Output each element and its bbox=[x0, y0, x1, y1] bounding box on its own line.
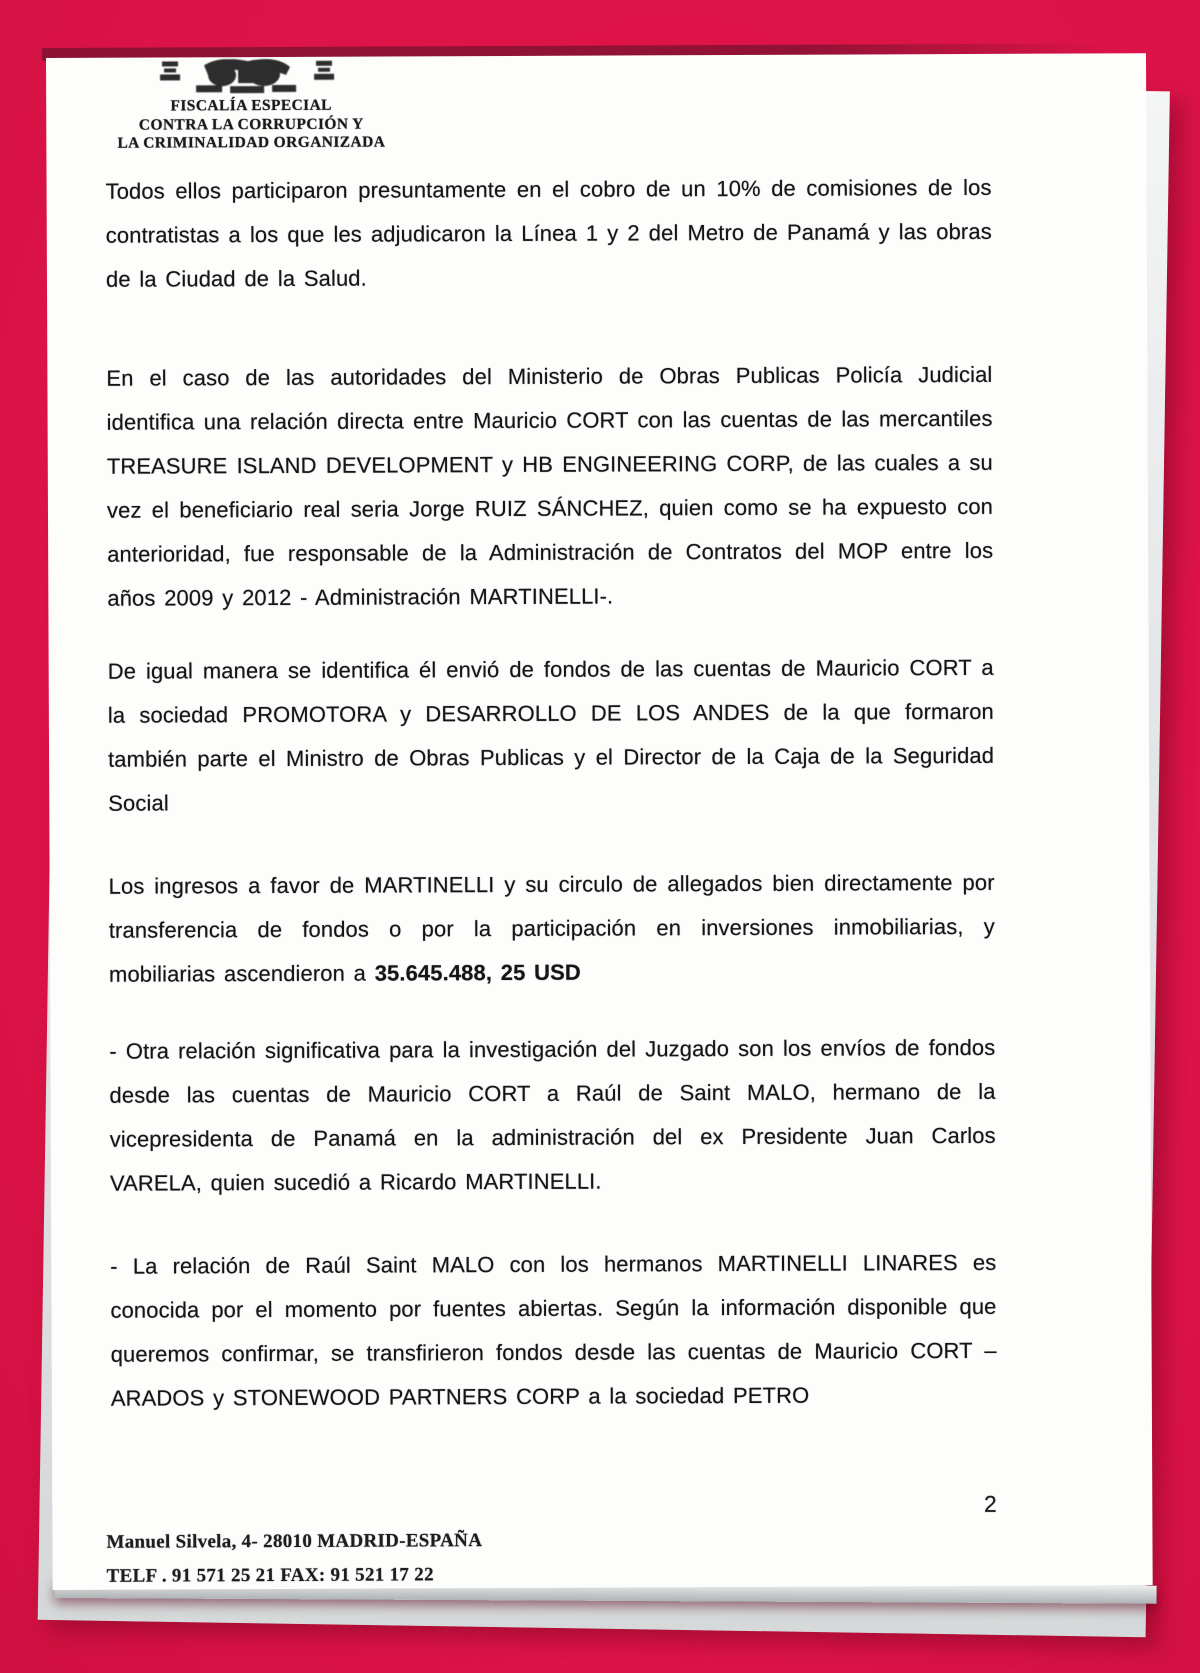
letterhead-line-3: LA CRIMINALIDAD ORGANIZADA bbox=[117, 133, 386, 152]
letterhead bbox=[106, 96, 396, 153]
page-number: 2 bbox=[983, 1490, 997, 1517]
document-page-wrapper bbox=[46, 53, 1153, 1590]
paragraph-martinelli-linares: - La relación de Raúl Saint MALO con los hermanos MARTINELLI LINARES es conocida por el momento por fuentes abiertas. Según la información disponible que queremos confirmar, se transfirieron fondos desde las cuentas de Mauricio CORT – ARADOS y STONEWOOD PARTNERS CORP a la sociedad PETRO bbox=[110, 1249, 997, 1411]
paragraph-comisiones: Todos ellos participaron presuntamente en el cobro de un 10% de comisiones de los contratistas a los que les adjudicaron la Línea 1 y 2 del Metro de Panamá y las obras de la Ciudad de la Salud. bbox=[105, 174, 992, 292]
footer-address: Manuel Silvela, 4- 28010 MADRID-ESPAÑA bbox=[106, 1530, 483, 1553]
footer bbox=[106, 1527, 806, 1590]
paragraph-mop-cuentas: En el caso de las autoridades del Ministerio de Obras Publicas Policía Judicial identifica una relación directa entre Mauricio CORT con las cuentas de las mercantiles TREASURE ISLAND DEVELOPMENT y HB ENGINEERING CORP, de las cuales a su vez el beneficiario real seria Jorge RUIZ SÁNCHEZ, quien como se ha expuesto con anterioridad, fue responsable de la Administración de Contratos del MOP entre los años 2009 y 2012 - Administración MARTINELLI-. bbox=[106, 361, 994, 611]
paragraph-ingresos-text: Los ingresos a favor de MARTINELLI y su circulo de allegados bien directamente por transferencia de fondos o por la participación en inversiones inmobiliarias, y mobiliarias ascendieron a bbox=[108, 869, 995, 987]
document-page bbox=[46, 53, 1153, 1590]
letterhead-line-1: FISCALÍA ESPECIAL bbox=[170, 96, 332, 115]
coat-of-arms-icon bbox=[160, 59, 334, 98]
paragraph-promotora: De igual manera se identifica él envió de fondos de las cuentas de Mauricio CORT a la sociedad PROMOTORA y DESARROLLO DE LOS ANDES de la que formaron también parte el Ministro de Obras Publicas y el Director de la Caja de la Seguridad Social bbox=[107, 654, 995, 816]
paragraph-ingresos bbox=[109, 861, 996, 997]
paragraph-saint-malo: - Otra relación significativa para la investigación del Juzgado son los envíos de fondos desde las cuentas de Mauricio CORT a Raúl de Saint MALO, hermano de la vicepresidenta de Panamá en la administración del ex Presidente Juan Carlos VARELA, quien sucedió a Ricardo MARTINELLI. bbox=[109, 1034, 996, 1196]
amount-usd: 35.645.488, 25 USD bbox=[374, 959, 581, 986]
footer-phone-fax: TELF . 91 571 25 21 FAX: 91 521 17 22 bbox=[106, 1564, 434, 1587]
letterhead-line-2: CONTRA LA CORRUPCIÓN Y bbox=[138, 115, 364, 134]
